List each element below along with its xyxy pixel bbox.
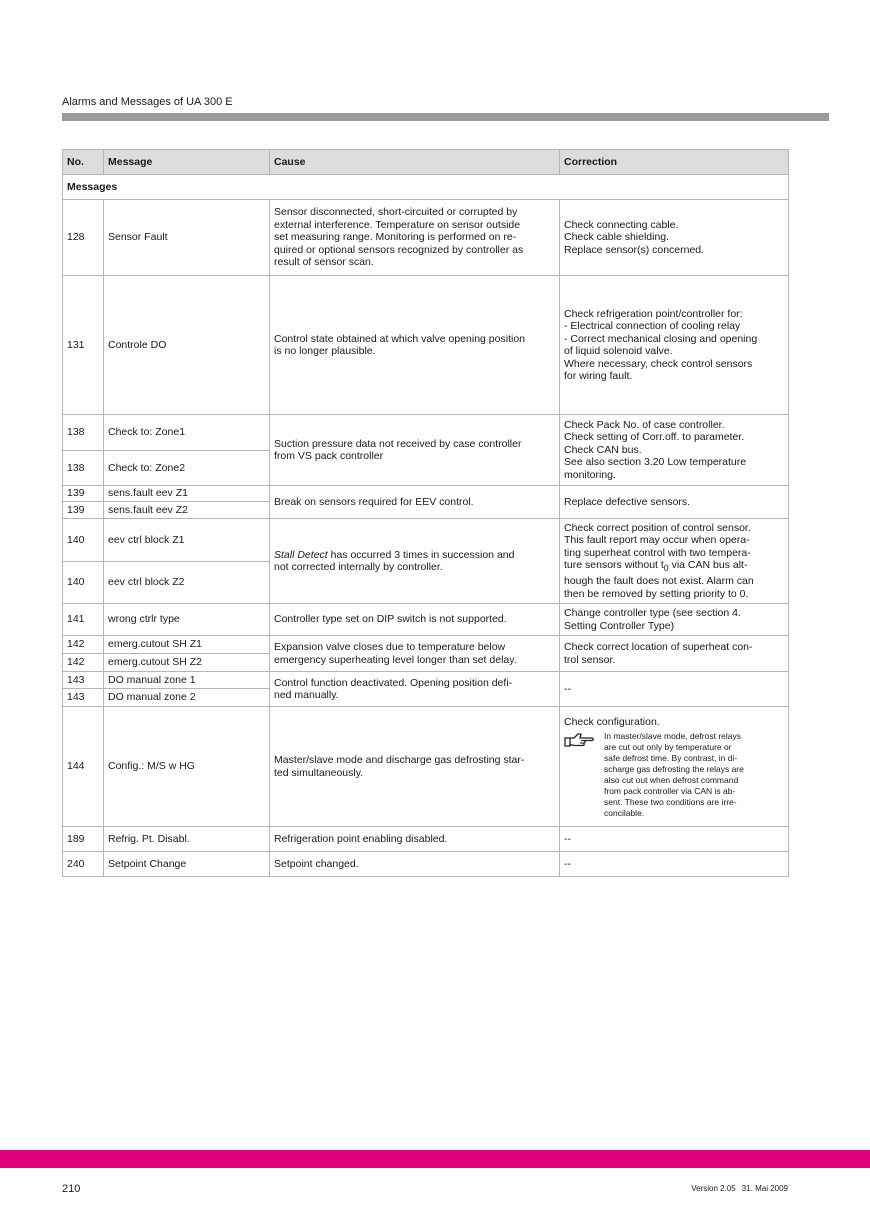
row-message: Sensor Fault: [104, 200, 270, 276]
row-correction: [560, 707, 789, 827]
column-header-no: No.: [63, 150, 104, 175]
row-message: eev ctrl block Z2: [104, 562, 270, 604]
row-message: DO manual zone 2: [104, 689, 270, 707]
row-message: Refrig. Pt. Disabl.: [104, 827, 270, 852]
row-no: 139: [63, 486, 104, 502]
row-correction: Replace defective sensors.: [560, 486, 789, 519]
row-message: sens.fault eev Z1: [104, 486, 270, 502]
correction-text: Check configuration.: [564, 716, 660, 729]
alarm-table: [62, 149, 789, 877]
row-message: DO manual zone 1: [104, 672, 270, 689]
pointing-hand-icon: [564, 731, 594, 819]
row-message: Setpoint Change: [104, 852, 270, 877]
cause-text: has occurred 3 times in succession and not corrected internally by controller.: [274, 548, 515, 573]
row-correction: Change controller type (see section 4. Setting Controller Type): [560, 604, 789, 636]
row-cause: Expansion valve closes due to temperature below emergency superheating level longer than set delay.: [270, 636, 560, 672]
row-no: 140: [63, 519, 104, 562]
row-no: 131: [63, 276, 104, 415]
column-header-message: Message: [104, 150, 270, 175]
row-no: 240: [63, 852, 104, 877]
correction-text-2: via CAN bus alt- hough the fault does not exist. Alarm can then be removed by setting priority to 0.: [564, 559, 754, 600]
row-cause: Controller type set on DIP switch is not supported.: [270, 604, 560, 636]
row-message: Config.: M/S w HG: [104, 707, 270, 827]
row-no: 142: [63, 654, 104, 672]
row-cause: Refrigeration point enabling disabled.: [270, 827, 560, 852]
row-correction: Check connecting cable. Check cable shielding. Replace sensor(s) concerned.: [560, 200, 789, 276]
table-row: [63, 276, 789, 415]
section-row: [63, 175, 789, 200]
note-text: In master/slave mode, defrost relays are cut out only by temperature or safe defrost time. By contrast, in di- scharge gas defrosting the relays are also cut out when defrost command from pack controller via CAN is ab- sent. These two conditions are irre- concilable.: [604, 730, 744, 818]
row-no: 142: [63, 636, 104, 654]
row-no: 189: [63, 827, 104, 852]
row-cause: Suction pressure data not received by case controller from VS pack controller: [270, 415, 560, 486]
table-row: [63, 636, 789, 654]
column-header-cause: Cause: [270, 150, 560, 175]
row-message: emerg.cutout SH Z1: [104, 636, 270, 654]
note-block: [564, 731, 784, 819]
running-title: Alarms and Messages of UA 300 E: [62, 96, 233, 108]
version-date: 31. Mai 2009: [741, 1184, 788, 1193]
row-message: eev ctrl block Z1: [104, 519, 270, 562]
row-no: 141: [63, 604, 104, 636]
row-no: 139: [63, 502, 104, 519]
row-message: Check to: Zone1: [104, 415, 270, 451]
row-correction: --: [560, 852, 789, 877]
table-row: [63, 852, 789, 877]
row-no: 128: [63, 200, 104, 276]
table-row: [63, 200, 789, 276]
row-cause: Control function deactivated. Opening position defi- ned manually.: [270, 672, 560, 707]
row-correction: Check correct location of superheat con- trol sensor.: [560, 636, 789, 672]
footer-accent-bar: [0, 1150, 870, 1168]
row-message: Controle DO: [104, 276, 270, 415]
row-correction: Check Pack No. of case controller. Check setting of Corr.off. to parameter. Check CAN bus. See also section 3.20 Low temperature monitoring.: [560, 415, 789, 486]
table-row: [63, 519, 789, 562]
row-no: 143: [63, 689, 104, 707]
subscript-zero: 0: [663, 563, 669, 574]
row-message: Check to: Zone2: [104, 451, 270, 486]
stall-detect-term: Stall Detect: [274, 548, 328, 561]
row-cause: [270, 519, 560, 604]
row-correction: --: [560, 672, 789, 707]
page-number: 210: [62, 1183, 81, 1195]
row-cause: Setpoint changed.: [270, 852, 560, 877]
row-message: sens.fault eev Z2: [104, 502, 270, 519]
row-cause: Sensor disconnected, short-circuited or corrupted by external interference. Temperature on sensor outside set measuring range. Monitoring is performed on re- quired or optional sensors recognized by controller as result of sensor scan.: [270, 200, 560, 276]
table-row: [63, 415, 789, 451]
header-rule: [62, 113, 829, 121]
row-message: emerg.cutout SH Z2: [104, 654, 270, 672]
table-row: [63, 827, 789, 852]
table-row: [63, 486, 789, 502]
column-header-correction: Correction: [560, 150, 789, 175]
row-correction: Check refrigeration point/controller for: - Electrical connection of cooling relay - Correct mechanical closing and opening of liquid solenoid valve. Where necessary, check control sensors for wiring fault.: [560, 276, 789, 415]
row-no: 138: [63, 415, 104, 451]
row-correction: [560, 519, 789, 604]
row-no: 140: [63, 562, 104, 604]
row-cause: Master/slave mode and discharge gas defrosting star- ted simultaneously.: [270, 707, 560, 827]
row-no: 143: [63, 672, 104, 689]
table-header-row: [63, 150, 789, 175]
row-message: wrong ctrlr type: [104, 604, 270, 636]
table-row: [63, 707, 789, 827]
version-label: Version 2.05: [691, 1184, 736, 1193]
correction-text-1: Check correct position of control sensor. This fault report may occur when opera- ting superheat control with two tempera- ture sensors without t: [564, 521, 751, 572]
row-no: 138: [63, 451, 104, 486]
section-label: Messages: [63, 175, 789, 200]
row-cause: Control state obtained at which valve opening position is no longer plausible.: [270, 276, 560, 415]
row-no: 144: [63, 707, 104, 827]
table-row: [63, 604, 789, 636]
version-info: [685, 1184, 788, 1193]
table-row: [63, 672, 789, 689]
row-cause: Break on sensors required for EEV control.: [270, 486, 560, 519]
row-correction: --: [560, 827, 789, 852]
